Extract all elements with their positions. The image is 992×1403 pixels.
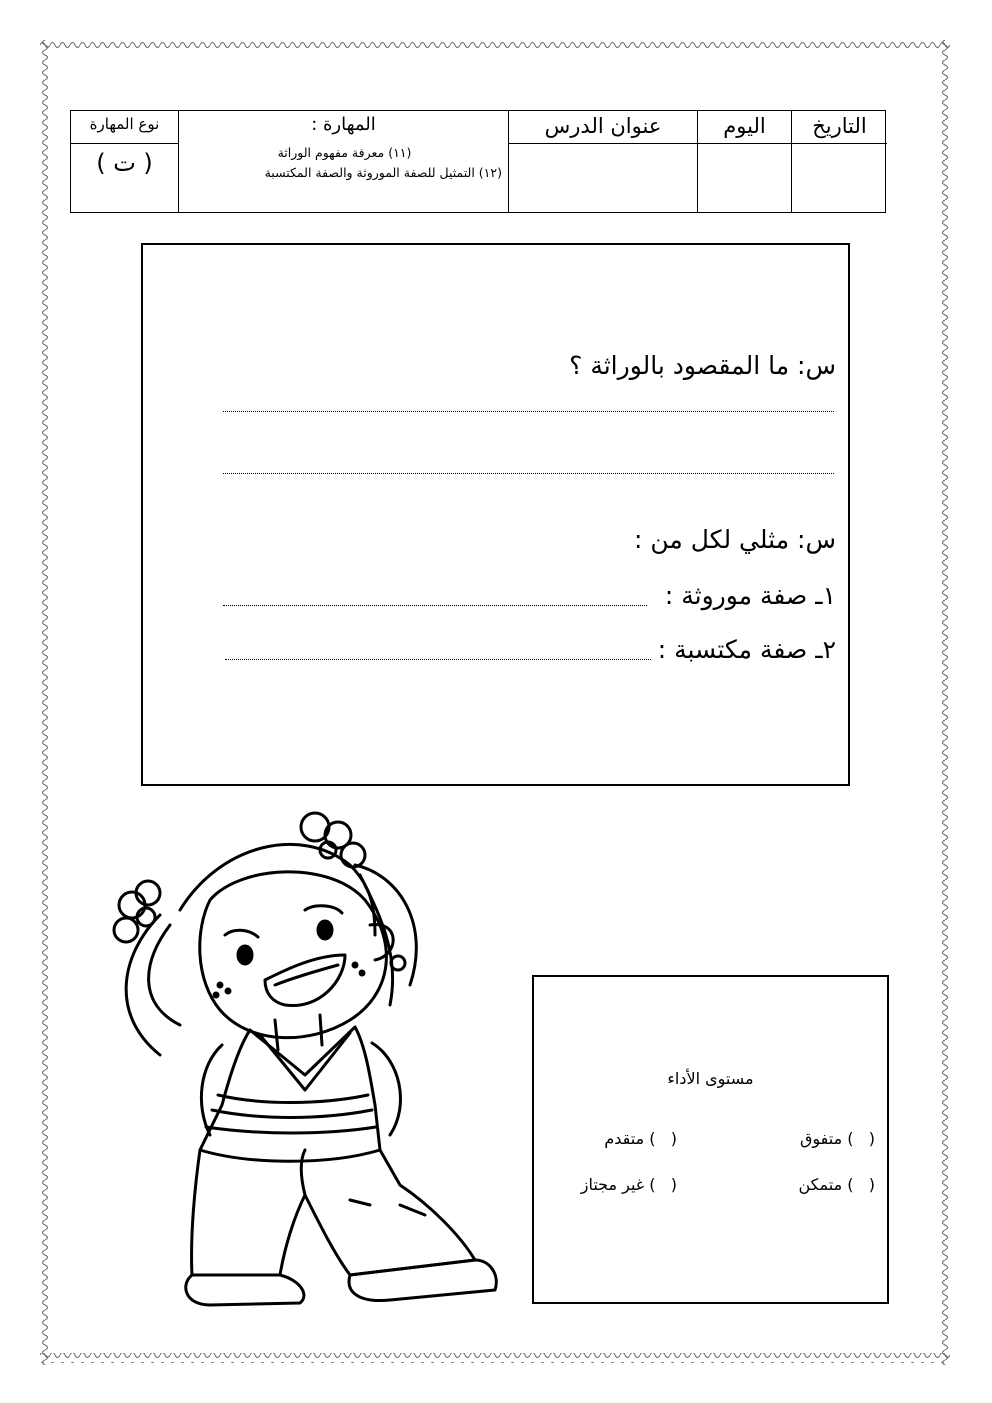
hair-bun-left (114, 881, 160, 942)
performance-title: مستوى الأداء (667, 1069, 754, 1088)
option-advanced[interactable]: ( ) متقدم (604, 1129, 677, 1148)
day-label: اليوم (723, 114, 766, 138)
left-shoe (186, 1275, 304, 1305)
girl-illustration (100, 805, 510, 1310)
option-proficient[interactable]: ( ) متمكن (798, 1175, 875, 1194)
skill-label: المهارة : (311, 114, 376, 135)
question-2: س: مثلي لكل من : (634, 525, 836, 554)
answer-line-1[interactable] (223, 411, 834, 412)
pants (192, 1150, 475, 1275)
day-cell[interactable] (697, 111, 791, 212)
lesson-title-label: عنوان الدرس (544, 114, 662, 138)
question-2-item-1: ١ـ صفة موروثة : (664, 581, 836, 610)
question-box (141, 243, 850, 786)
answer-line-2[interactable] (223, 473, 834, 474)
hair-bun-top (301, 813, 365, 867)
date-label: التاريخ (812, 114, 867, 138)
face-outline (200, 872, 387, 1038)
option-excellent[interactable]: ( ) متفوق (800, 1129, 875, 1148)
question-1: س: ما المقصود بالوراثة ؟ (569, 351, 836, 380)
date-cell[interactable] (791, 111, 887, 212)
right-shoe (349, 1260, 496, 1301)
skill-cell (178, 111, 508, 212)
smile (265, 955, 345, 1006)
header-table (70, 110, 886, 213)
answer-line-acquired[interactable] (225, 659, 651, 660)
lesson-title-cell[interactable] (508, 111, 697, 212)
skill-type-value: ( ت ) (96, 149, 153, 177)
skill-type-label: نوع المهارة (89, 115, 160, 133)
option-not-passed[interactable]: ( ) غير مجتاز (580, 1175, 677, 1194)
vest (200, 1027, 380, 1161)
question-2-item-2: ٢ـ صفة مكتسبة : (657, 635, 836, 664)
skill-line-1: (١١) معرفة مفهوم الوراثة (277, 145, 412, 160)
answer-line-inherited[interactable] (223, 605, 647, 606)
right-eye (318, 921, 332, 939)
skill-type-cell (71, 111, 178, 212)
performance-level-box (532, 975, 889, 1304)
skill-line-2: (١٢) التمثيل للصفة الموروثة والصفة المكتسبة (264, 165, 502, 180)
left-eye (238, 946, 252, 964)
